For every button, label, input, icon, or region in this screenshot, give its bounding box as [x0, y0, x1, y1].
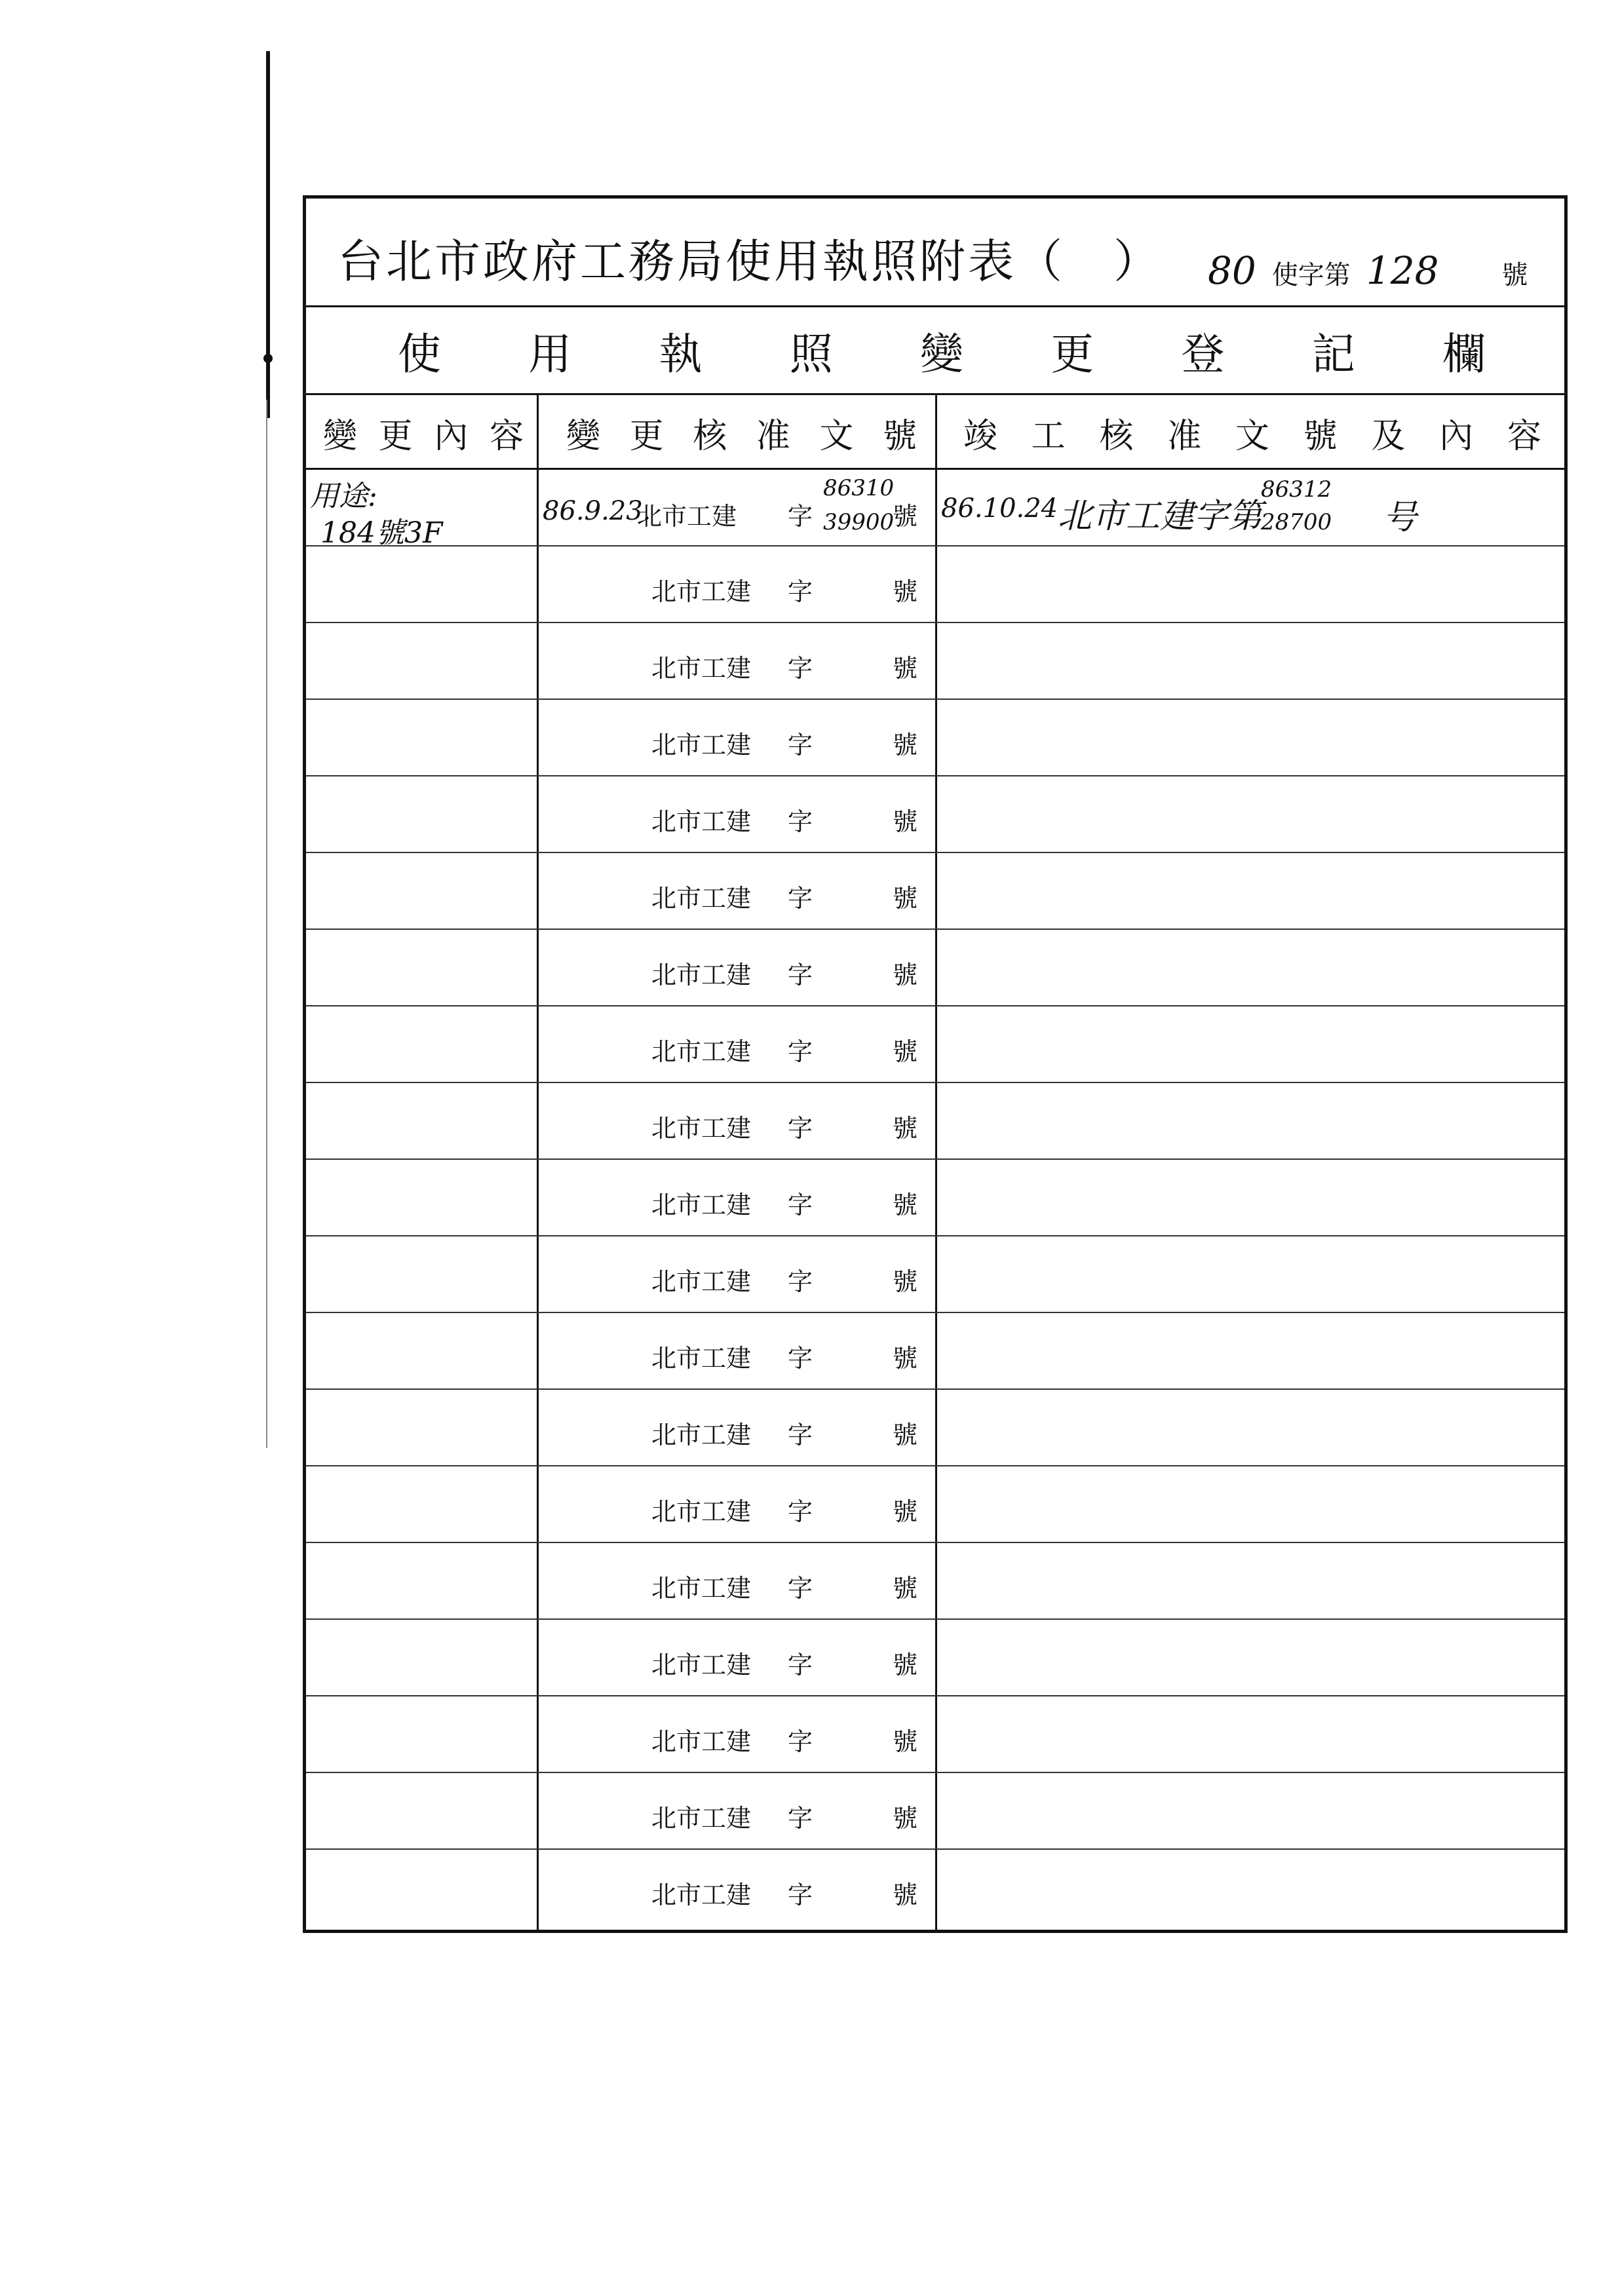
zi-label: 字 — [788, 654, 813, 683]
header-char: 竣 — [963, 416, 998, 456]
handwritten-hao: 号 — [1383, 498, 1418, 537]
table-row — [306, 1390, 1564, 1466]
hao-label: 號 — [893, 1651, 918, 1679]
hao-label: 號 — [893, 1267, 918, 1296]
hao-label: 號 — [893, 1114, 918, 1143]
table-row — [306, 1696, 1564, 1773]
zi-label: 字 — [788, 1804, 813, 1833]
header-char: 准 — [756, 416, 790, 456]
office-label: 北市工建 — [651, 577, 752, 606]
change-approval-cell — [539, 700, 935, 775]
completion-approval-cell — [937, 1696, 1568, 1772]
table-row — [306, 700, 1564, 776]
table-row — [306, 546, 1564, 623]
zi-label: 字 — [788, 1344, 813, 1373]
hao-label: 號 — [893, 1727, 918, 1756]
table-row — [306, 1543, 1564, 1620]
handwritten-text: 用途: — [310, 480, 377, 513]
handwritten-number: 86310 — [823, 475, 895, 501]
office-label: 北市工建 — [651, 1727, 752, 1756]
handwritten-number: 86312 — [1261, 476, 1332, 503]
completion-approval-cell — [937, 1006, 1568, 1082]
header-char: 容 — [1507, 416, 1541, 456]
permit-year: 80 — [1208, 248, 1256, 293]
completion-approval-cell — [937, 1773, 1568, 1848]
change-content-cell — [306, 1696, 537, 1772]
table-row — [306, 1620, 1564, 1696]
handwritten-date: 86.9.23. — [543, 496, 651, 526]
hao-label: 號 — [893, 654, 918, 683]
office-label: 北市工建 — [651, 1114, 752, 1143]
section-band — [306, 307, 1564, 395]
band-char: 登 — [1181, 329, 1225, 379]
table-row — [306, 623, 1564, 700]
hao-label: 號 — [893, 577, 918, 606]
completion-approval-cell — [937, 546, 1568, 622]
binding-hole-mark — [263, 354, 273, 363]
change-content-cell — [306, 1160, 537, 1235]
hao-label: 號 — [893, 1344, 918, 1373]
completion-approval-cell — [937, 700, 1568, 775]
change-approval-cell — [539, 1390, 935, 1465]
completion-approval-cell — [937, 1543, 1568, 1618]
permit-form — [303, 195, 1568, 1933]
change-approval-cell — [539, 546, 935, 622]
office-label: 北市工建 — [651, 1037, 752, 1066]
change-approval-cell — [539, 930, 935, 1005]
band-char: 用 — [528, 329, 572, 379]
change-approval-cell — [539, 1160, 935, 1235]
change-approval-cell — [539, 1236, 935, 1312]
change-approval-cell — [539, 853, 935, 928]
handwritten-date: 86.10.24 — [941, 493, 1058, 524]
change-content-cell — [306, 1466, 537, 1542]
change-content-cell — [306, 853, 537, 928]
header-char: 更 — [378, 416, 413, 456]
change-approval-cell — [539, 1620, 935, 1695]
change-content-cell — [306, 623, 537, 698]
header-char: 文 — [819, 416, 854, 456]
zi-label: 字 — [788, 1421, 813, 1449]
handwritten-text: 184號3F — [320, 516, 443, 550]
change-content-cell — [306, 776, 537, 852]
header-char: 內 — [1439, 416, 1474, 456]
office-label: 北市工建 — [651, 1497, 752, 1526]
change-content-cell — [306, 546, 537, 622]
office-label: 北市工建 — [651, 654, 752, 683]
completion-approval-cell — [937, 1236, 1568, 1312]
office-label: 北市工建 — [651, 1881, 752, 1909]
band-char: 執 — [659, 329, 703, 379]
header-char: 容 — [489, 416, 524, 456]
zi-label: 字 — [788, 1574, 813, 1603]
office-label: 北市工建 — [651, 1651, 752, 1679]
completion-approval-cell — [937, 1850, 1568, 1926]
change-content-cell — [306, 1773, 537, 1848]
title-row — [306, 199, 1564, 307]
hao-label: 號 — [893, 1574, 918, 1603]
completion-approval-cell — [937, 1160, 1568, 1235]
table-row — [306, 776, 1564, 853]
change-approval-cell — [539, 1696, 935, 1772]
band-char: 使 — [398, 329, 441, 379]
band-char: 更 — [1051, 329, 1094, 379]
change-approval-cell — [539, 1313, 935, 1388]
header-char: 核 — [1099, 416, 1134, 456]
office-label: 北市工建 — [651, 1804, 752, 1833]
change-content-cell — [306, 930, 537, 1005]
header-char: 變 — [323, 416, 358, 456]
table-row — [306, 1006, 1564, 1083]
office-label: 北市工建 — [651, 961, 752, 989]
office-label: 北市工建 — [651, 731, 752, 759]
hao-label: 號 — [893, 1497, 918, 1526]
permit-prefix: 使字第 — [1271, 260, 1351, 290]
office-label: 北市工建 — [651, 1421, 752, 1449]
change-content-cell — [306, 1543, 537, 1618]
header-change-approval-number — [539, 395, 935, 470]
zi-label: 字 — [788, 884, 813, 913]
table-row — [306, 1083, 1564, 1160]
change-approval-cell — [539, 776, 935, 852]
office-label: 北市工建 — [651, 1191, 752, 1219]
table-row — [306, 853, 1564, 930]
completion-approval-cell — [937, 623, 1568, 698]
office-label: 北市工建 — [651, 884, 752, 913]
zi-label: 字 — [788, 1267, 813, 1296]
header-char: 號 — [882, 416, 917, 456]
change-content-cell — [306, 1006, 537, 1082]
office-label: 北市工建 — [637, 502, 737, 531]
office-label: 北市工建 — [651, 807, 752, 836]
change-content-cell — [306, 1620, 537, 1695]
header-char: 更 — [629, 416, 664, 456]
hao-label: 號 — [893, 502, 918, 531]
change-content-cell — [306, 1083, 537, 1158]
zi-label: 字 — [788, 1191, 813, 1219]
permit-suffix: 號 — [1501, 260, 1528, 290]
hao-label: 號 — [893, 1421, 918, 1449]
completion-approval-cell — [937, 1313, 1568, 1388]
hao-label: 號 — [893, 731, 918, 759]
change-content-cell — [306, 1236, 537, 1312]
zi-label: 字 — [788, 1727, 813, 1756]
table-row — [306, 1773, 1564, 1850]
change-approval-cell — [539, 1773, 935, 1848]
office-label: 北市工建 — [651, 1574, 752, 1603]
header-char: 及 — [1371, 416, 1406, 456]
change-content-cell — [306, 470, 537, 550]
band-char: 記 — [1311, 329, 1355, 379]
zi-label: 字 — [788, 1881, 813, 1909]
zi-label: 字 — [788, 961, 813, 989]
change-approval-cell — [539, 1466, 935, 1542]
table-row — [306, 470, 1564, 550]
zi-label: 字 — [788, 1037, 813, 1066]
change-content-cell — [306, 1390, 537, 1465]
binding-line-faint — [266, 400, 267, 1448]
zi-label: 字 — [788, 1497, 813, 1526]
permit-number — [1208, 248, 1528, 293]
zi-label: 字 — [788, 1114, 813, 1143]
completion-approval-cell — [937, 470, 1568, 545]
change-approval-cell — [539, 470, 935, 545]
handwritten-number: 28700 — [1261, 509, 1332, 535]
form-title: 台北市政府工務局使用執照附表（ ） — [338, 235, 1162, 288]
change-approval-cell — [539, 1850, 935, 1926]
completion-approval-cell — [937, 776, 1568, 852]
header-completion-approval — [937, 395, 1568, 470]
hao-label: 號 — [893, 1037, 918, 1066]
completion-approval-cell — [937, 1083, 1568, 1158]
binding-line — [266, 51, 270, 418]
hao-label: 號 — [893, 1804, 918, 1833]
change-approval-cell — [539, 1543, 935, 1618]
hao-label: 號 — [893, 1881, 918, 1909]
completion-approval-cell — [937, 930, 1568, 1005]
table-row — [306, 1850, 1564, 1926]
handwritten-office: 北市工建字第 — [1058, 497, 1263, 536]
table-row — [306, 1313, 1564, 1390]
zi-label: 字 — [788, 807, 813, 836]
hao-label: 號 — [893, 807, 918, 836]
hao-label: 號 — [893, 884, 918, 913]
band-char: 照 — [789, 329, 833, 379]
band-char: 變 — [920, 329, 963, 379]
hao-label: 號 — [893, 1191, 918, 1219]
office-label: 北市工建 — [651, 1267, 752, 1296]
zi-label: 字 — [788, 731, 813, 759]
header-char: 工 — [1031, 416, 1066, 456]
zi-label: 字 — [788, 577, 813, 606]
completion-approval-cell — [937, 1620, 1568, 1695]
band-char: 欄 — [1442, 329, 1486, 379]
permit-serial: 128 — [1366, 248, 1439, 293]
header-char: 內 — [434, 416, 469, 456]
change-approval-cell — [539, 1083, 935, 1158]
table-row — [306, 930, 1564, 1006]
change-content-cell — [306, 1850, 537, 1926]
change-approval-cell — [539, 1006, 935, 1082]
office-label: 北市工建 — [651, 1344, 752, 1373]
hao-label: 號 — [893, 961, 918, 989]
header-char: 號 — [1303, 416, 1338, 456]
completion-approval-cell — [937, 1466, 1568, 1542]
completion-approval-cell — [937, 1390, 1568, 1465]
table-row — [306, 1236, 1564, 1313]
completion-approval-cell — [937, 853, 1568, 928]
header-char: 變 — [566, 416, 601, 456]
change-approval-cell — [539, 623, 935, 698]
header-change-content — [306, 395, 537, 470]
table-row — [306, 1466, 1564, 1543]
change-content-cell — [306, 700, 537, 775]
header-char: 核 — [693, 416, 727, 456]
zi-label: 字 — [788, 1651, 813, 1679]
header-char: 文 — [1235, 416, 1269, 456]
handwritten-number: 39900 — [823, 509, 895, 535]
table-row — [306, 1160, 1564, 1236]
change-content-cell — [306, 1313, 537, 1388]
zi-label: 字 — [788, 502, 813, 531]
header-char: 准 — [1167, 416, 1202, 456]
